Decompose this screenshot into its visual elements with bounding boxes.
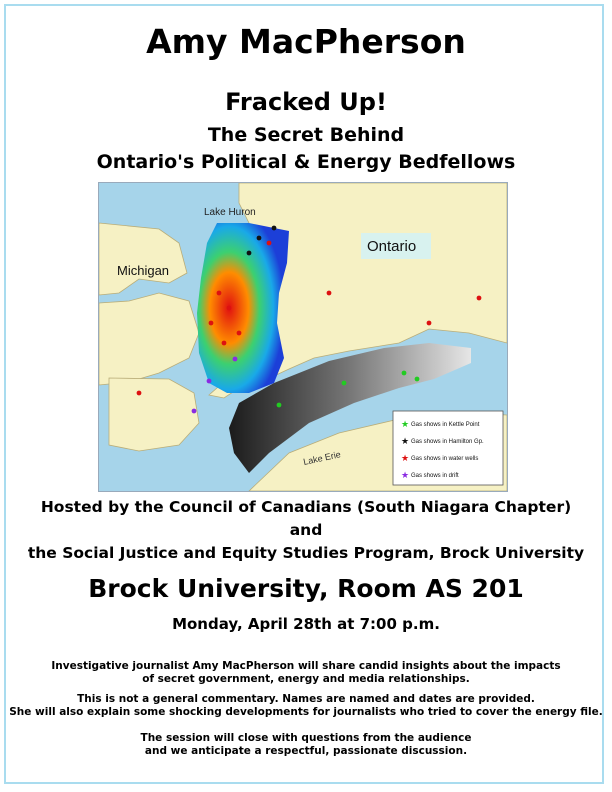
- description-line: She will also explain some shocking developments for journalists who tried to cover the energy file.: [9, 706, 603, 718]
- description-line: of secret government, energy and media relationships.: [142, 673, 470, 685]
- description-paragraph-2: [0, 693, 612, 719]
- event-date: Monday, April 28th at 7:00 p.m.: [172, 615, 440, 633]
- venue: Brock University, Room AS 201: [88, 574, 524, 603]
- subtitle-line-2: Ontario's Political & Energy Bedfellows: [96, 151, 516, 173]
- svg-text:★: ★: [401, 471, 410, 481]
- ontario-gas-map: [98, 182, 508, 492]
- lake-huron-label: Lake Huron: [204, 207, 256, 218]
- svg-text:★: ★: [401, 420, 410, 430]
- description-paragraph-3: [0, 732, 612, 758]
- svg-text:★: ★: [401, 437, 410, 447]
- map-svg: [99, 183, 507, 491]
- ontario-label: Ontario: [367, 238, 417, 255]
- description-line: This is not a general commentary. Names are named and dates are provided.: [77, 693, 535, 705]
- legend-item-kettle-point: Gas shows in Kettle Point: [411, 422, 480, 428]
- host-line-1: Hosted by the Council of Canadians (South Niagara Chapter): [40, 498, 572, 516]
- description-line: The session will close with questions from the audience: [140, 732, 472, 744]
- description-paragraph-1: [0, 660, 612, 686]
- lake-erie-label: Lake Erie: [302, 449, 342, 467]
- legend-item-hamilton: Gas shows in Hamilton Gp.: [411, 439, 484, 445]
- legend-item-drift: Gas shows in drift: [411, 473, 459, 479]
- host-line-2: and: [289, 521, 323, 539]
- heatmap-region: [197, 223, 289, 393]
- svg-text:★: ★: [401, 454, 410, 464]
- event-title: Fracked Up!: [225, 88, 387, 116]
- description-line: and we anticipate a respectful, passionate discussion.: [144, 745, 468, 757]
- description-line: Investigative journalist Amy MacPherson will share candid insights about the impacts: [51, 660, 561, 672]
- michigan-label: Michigan: [117, 263, 170, 278]
- host-line-3: the Social Justice and Equity Studies Program, Brock University: [27, 544, 585, 562]
- hosts-block: [0, 496, 612, 565]
- speaker-name: Amy MacPherson: [146, 22, 466, 61]
- legend-item-water-wells: Gas shows in water wells: [411, 456, 479, 462]
- subtitle-line-1: The Secret Behind: [207, 124, 405, 146]
- event-subtitle: [0, 122, 612, 176]
- map-legend: [393, 411, 503, 485]
